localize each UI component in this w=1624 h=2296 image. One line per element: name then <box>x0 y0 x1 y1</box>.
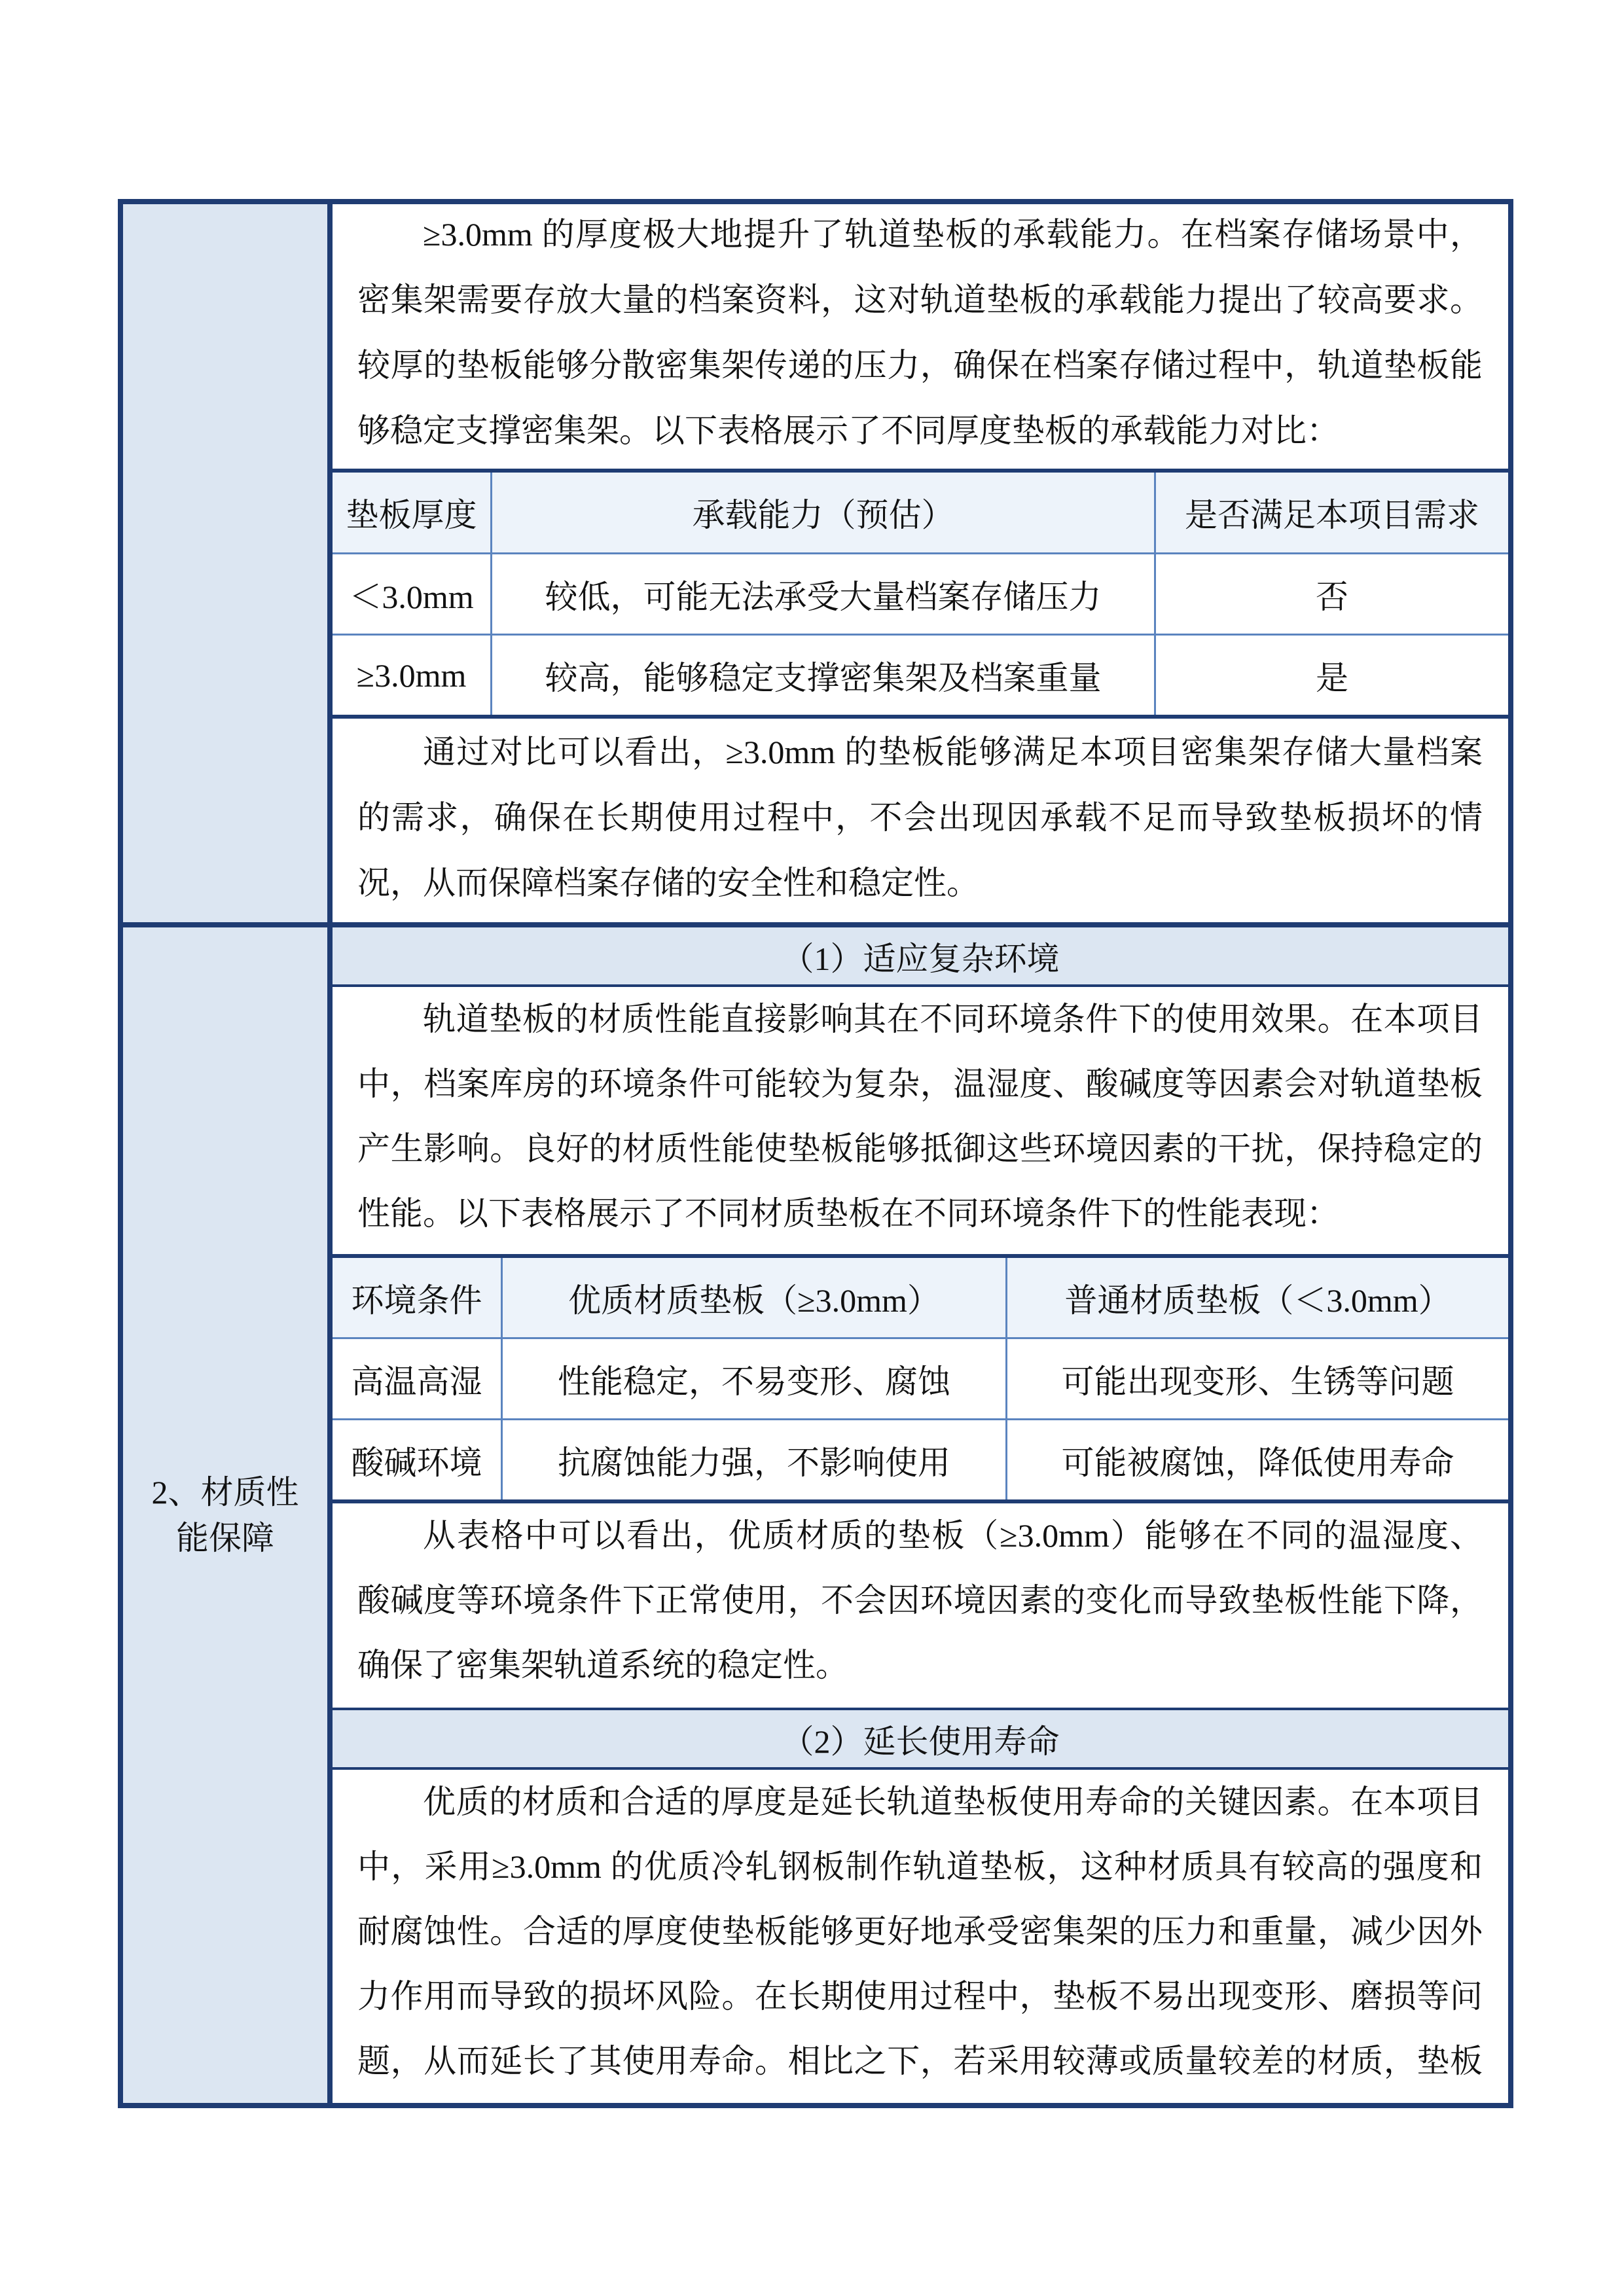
table-cell: 是 <box>1154 634 1508 715</box>
paragraph-line: 题，从而延长了其使用寿命。相比之下，若采用较薄或质量较差的材质，垫板 <box>357 2043 1483 2079</box>
spec-table-frame <box>118 199 1513 2108</box>
column-divider <box>327 204 333 2103</box>
row1-content-cell <box>333 204 1508 922</box>
thickness-intro-paragraph <box>357 202 1483 463</box>
row2-content-cell <box>333 927 1508 2103</box>
table-cell: 否 <box>1154 552 1508 634</box>
paragraph-line: 况，从而保障档案存储的安全性和稳定性。 <box>357 865 979 901</box>
thickness-conclusion-paragraph <box>357 719 1483 916</box>
row-label-line: 能保障 <box>176 1520 274 1556</box>
table-cell: ＜3.0mm <box>333 552 490 634</box>
service-life-paragraph <box>357 1770 1483 2094</box>
paragraph-line: ≥3.0mm 的厚度极大地提升了轨道垫板的承载能力。在档案存储场景中， <box>423 216 1483 253</box>
paragraph-line: 轨道垫板的材质性能直接影响其在不同环境条件下的使用效果。在本项目 <box>423 1001 1483 1037</box>
paragraph-line: 中，采用≥3.0mm 的优质冷轧钢板制作轨道垫板，这种材质具有较高的强度和 <box>357 1848 1483 1885</box>
paragraph-line: 的需求，确保在长期使用过程中，不会出现因承载不足而导致垫板损坏的情 <box>357 799 1483 836</box>
table-header-cell: 承载能力（预估） <box>490 473 1154 552</box>
paragraph-line: 耐腐蚀性。合适的厚度使垫板能够更好地承受密集架的压力和重量，减少因外 <box>357 1913 1483 1950</box>
paragraph-line: 中，档案库房的环境条件可能较为复杂，温湿度、酸碱度等因素会对轨道垫板 <box>357 1066 1483 1102</box>
paragraph-line: 通过对比可以看出，≥3.0mm 的垫板能够满足本项目密集架存储大量档案 <box>423 734 1483 770</box>
table-cell: 较高，能够稳定支撑密集架及档案重量 <box>490 634 1154 715</box>
paragraph-line: 确保了密集架轨道系统的稳定性。 <box>357 1647 848 1683</box>
paragraph-line: 够稳定支撑密集架。以下表格展示了不同厚度垫板的承载能力对比： <box>357 412 1339 449</box>
table-cell: ≥3.0mm <box>333 634 490 715</box>
paragraph-line: 性能。以下表格展示了不同材质垫板在不同环境条件下的性能表现： <box>357 1195 1339 1232</box>
table-cell: 可能出现变形、生锈等问题 <box>1005 1337 1508 1418</box>
row-divider <box>123 922 1508 927</box>
table-cell: 抗腐蚀能力强，不影响使用 <box>501 1418 1005 1499</box>
paragraph-line: 从表格中可以看出，优质材质的垫板（≥3.0mm）能够在不同的温湿度、 <box>423 1517 1483 1554</box>
table-header-cell: 是否满足本项目需求 <box>1154 473 1508 552</box>
table-cell: 较低，可能无法承受大量档案存储压力 <box>490 552 1154 634</box>
paragraph-line: 产生影响。良好的材质性能使垫板能够抵御这些环境因素的干扰，保持稳定的 <box>357 1130 1483 1167</box>
paragraph-line: 密集架需要存放大量的档案资料，这对轨道垫板的承载能力提出了较高要求。 <box>357 281 1483 318</box>
paragraph-line: 酸碱度等环境条件下正常使用，不会因环境因素的变化而导致垫板性能下降， <box>357 1582 1483 1619</box>
table-cell: 可能被腐蚀，降低使用寿命 <box>1005 1418 1508 1499</box>
row-label-material-performance <box>123 927 327 2103</box>
table-cell: 高温高湿 <box>333 1337 501 1418</box>
material-intro-paragraph <box>357 987 1483 1246</box>
table-header-cell: 环境条件 <box>333 1258 501 1337</box>
section-heading: （1）适应复杂环境 <box>333 927 1508 987</box>
table-header-cell: 普通材质垫板（＜3.0mm） <box>1005 1258 1508 1337</box>
thickness-capacity-table <box>333 469 1508 719</box>
environment-performance-table <box>333 1254 1508 1503</box>
paragraph-line: 力作用而导致的损坏风险。在长期使用过程中，垫板不易出现变形、磨损等问 <box>357 1978 1483 2015</box>
table-cell: 酸碱环境 <box>333 1418 501 1499</box>
paragraph-line: 优质的材质和合适的厚度是延长轨道垫板使用寿命的关键因素。在本项目 <box>423 1784 1483 1820</box>
table-header-cell: 优质材质垫板（≥3.0mm） <box>501 1258 1005 1337</box>
paragraph-line: 较厚的垫板能够分散密集架传递的压力，确保在档案存储过程中，轨道垫板能 <box>357 347 1483 384</box>
table-cell: 性能稳定，不易变形、腐蚀 <box>501 1337 1005 1418</box>
section-heading: （2）延长使用寿命 <box>333 1708 1508 1770</box>
table-header-cell: 垫板厚度 <box>333 473 490 552</box>
material-conclusion-paragraph <box>357 1503 1483 1698</box>
row-label-line: 2、材质性 <box>151 1474 299 1511</box>
